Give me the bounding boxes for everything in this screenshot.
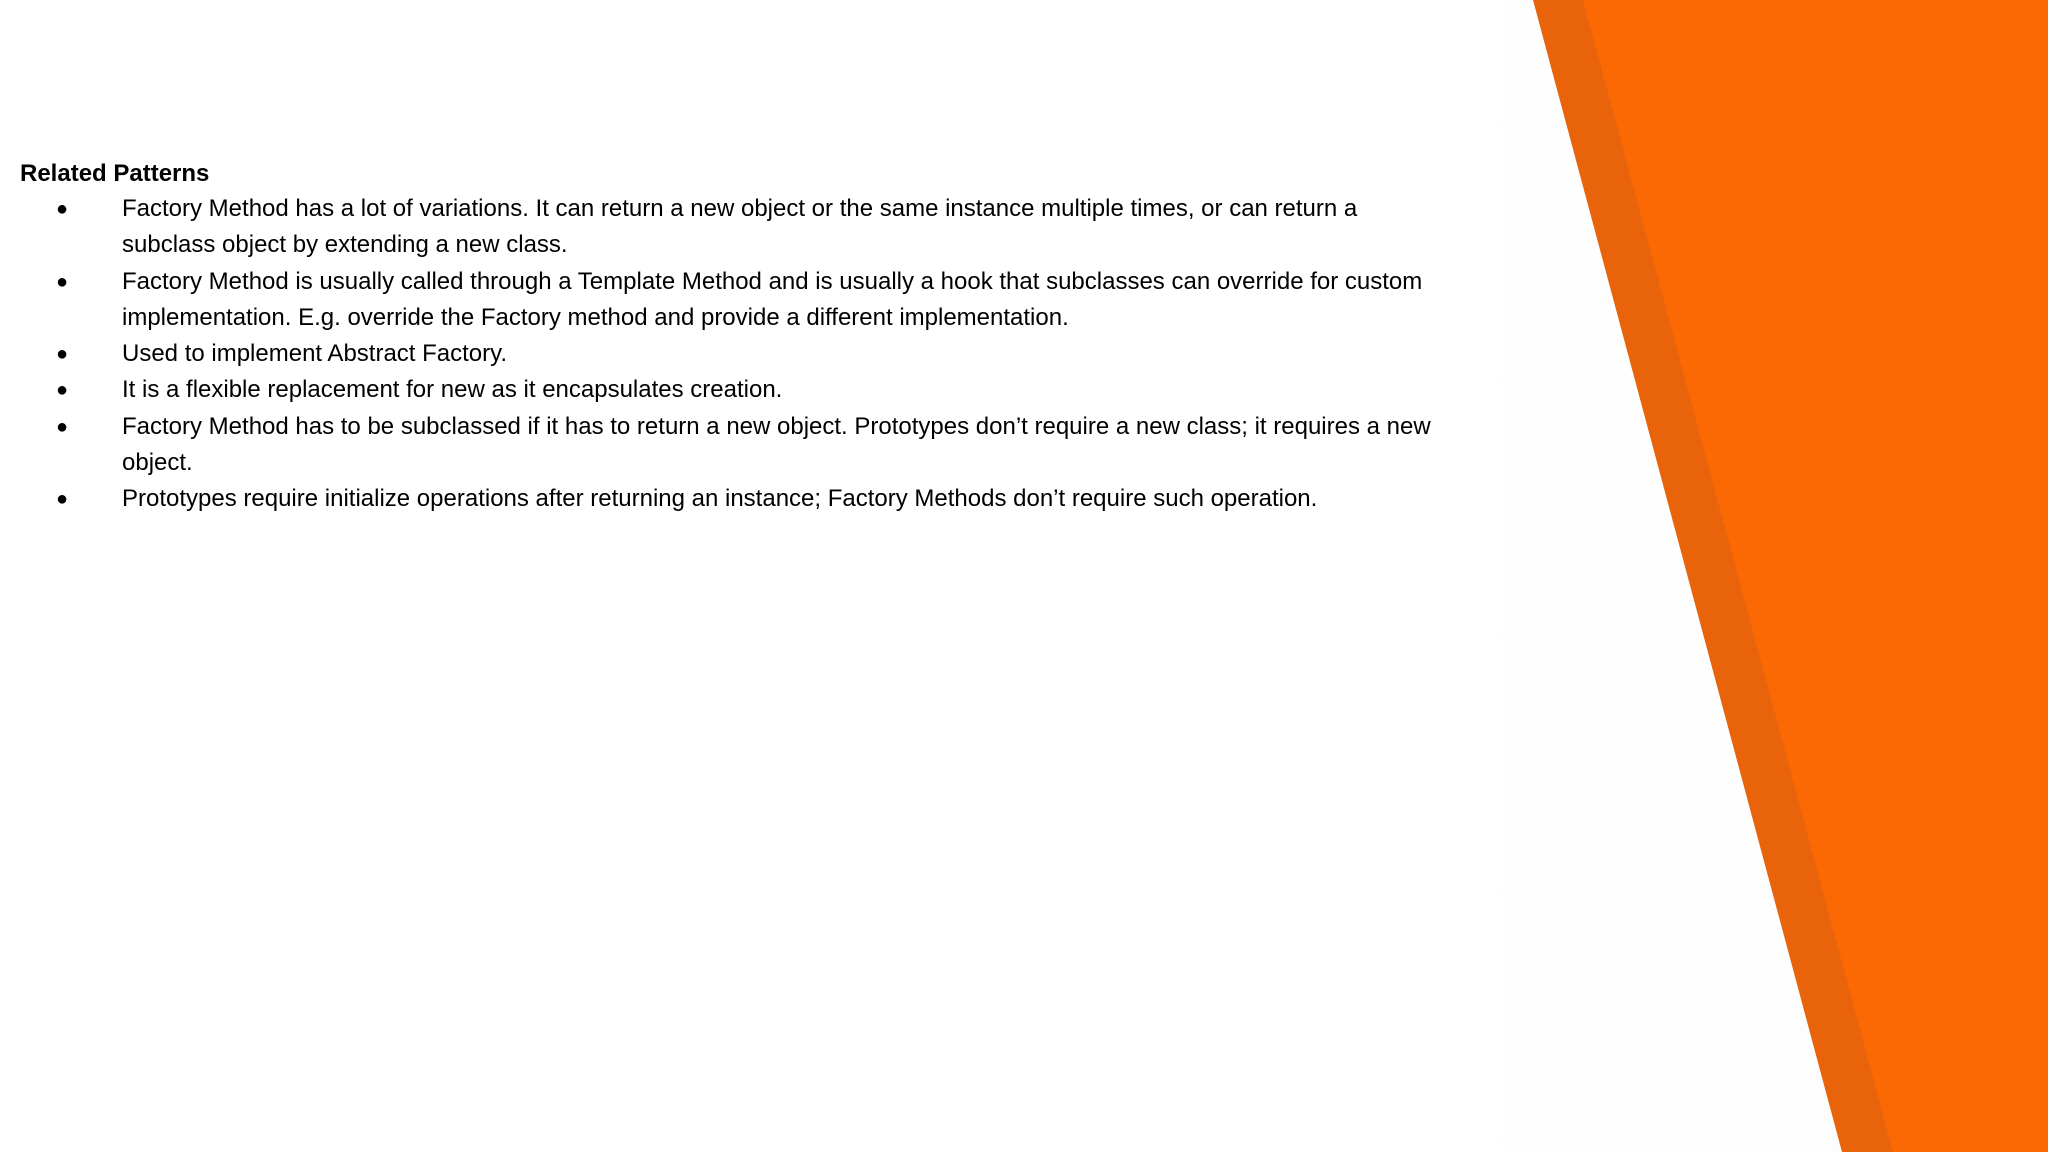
slide-heading: Related Patterns [20,160,210,187]
list-item [20,264,1440,337]
bullet-icon: ● [56,270,69,293]
bullet-icon: ● [56,488,69,511]
bullet-icon: ● [56,343,69,366]
bullet-icon: ● [56,198,69,220]
bullet-icon: ● [56,415,69,438]
list-item [20,481,1440,517]
list-item [20,372,1440,408]
list-item-text: Prototypes require initialize operations after returning an instance; Factory Methods don’t require such operation. [122,485,1318,513]
list-item [20,336,1440,372]
slide-body [20,157,1440,518]
list-item-text: Factory Method is usually called through a Template Method and is usually a hook that subclasses can override for custom implementation. E.g. override the Factory method and provide a different implementation. [122,267,1423,331]
list-item-text: It is a flexible replacement for new as it encapsulates creation. [122,376,783,404]
list-item-text: Factory Method has a lot of variations. It can return a new object or the same instance multiple times, or can return a subclass object by extending a new class. [122,195,1358,259]
list-item-text: Factory Method has to be subclassed if it has to return a new object. Prototypes don’t require a new class; it requires a new object. [122,412,1431,477]
related-patterns-list [20,191,1440,518]
list-item [20,191,1440,264]
bullet-icon: ● [56,379,69,402]
list-item [20,409,1440,482]
list-item-text: Used to implement Abstract Factory. [122,340,508,368]
